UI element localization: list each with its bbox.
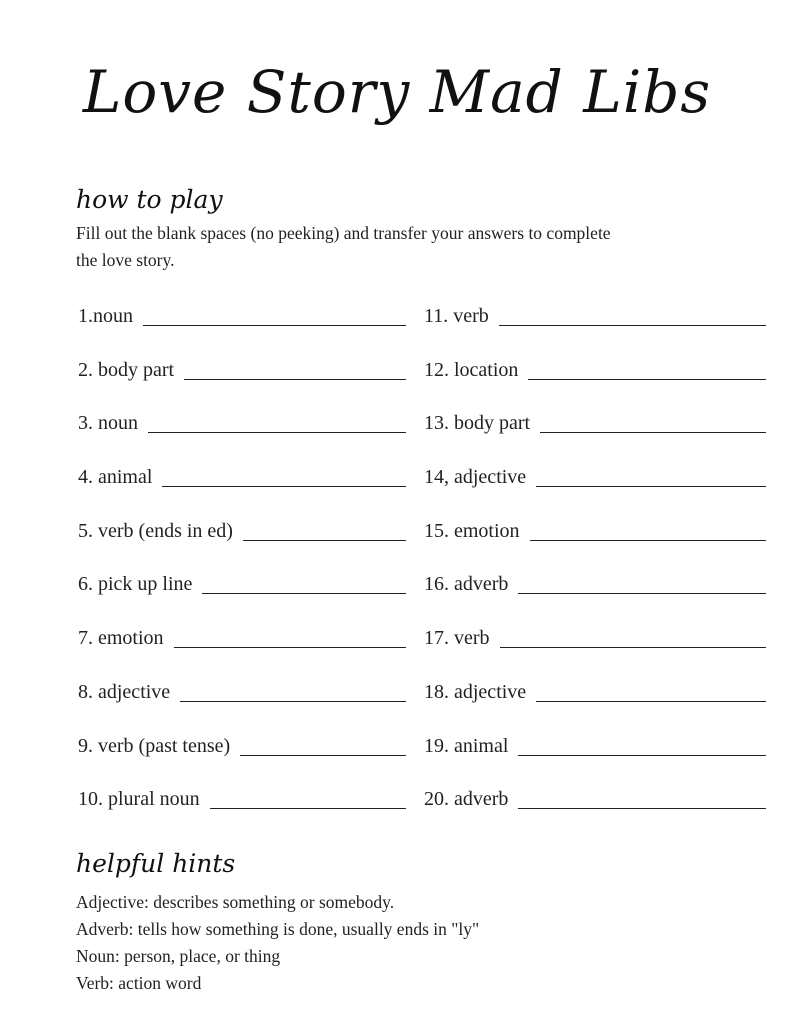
blank-line	[530, 540, 766, 541]
blank-label: 10. plural noun	[78, 788, 200, 811]
blank-item	[424, 298, 766, 328]
blank-label: 11. verb	[424, 305, 489, 327]
blank-line	[518, 755, 766, 756]
how-to-play-heading: how to play	[76, 185, 223, 214]
blank-label: 1.noun	[78, 305, 133, 327]
how-to-play-instructions: Fill out the blank spaces (no peeking) and transfer your answers to complete the love story.	[76, 223, 611, 270]
blank-line	[148, 432, 406, 433]
blank-item	[78, 620, 406, 650]
blank-label: 18. adjective	[424, 680, 527, 703]
blank-line	[243, 540, 406, 541]
blank-line	[536, 701, 766, 702]
blank-label: 12. location	[424, 358, 519, 381]
blank-item	[78, 298, 406, 328]
blank-item	[424, 513, 766, 543]
blank-line	[210, 808, 406, 809]
blank-line	[240, 755, 406, 756]
hint-item: Verb: action word	[76, 973, 202, 993]
blank-label: 15. emotion	[424, 519, 520, 542]
blank-item	[78, 513, 406, 543]
blank-line	[518, 593, 766, 594]
hint-item: Noun: person, place, or thing	[76, 946, 281, 966]
hint-item: Adverb: tells how something is done, usually ends in "ly"	[76, 919, 480, 939]
blank-label: 14, adjective	[424, 466, 527, 489]
blank-label: 8. adjective	[78, 680, 171, 703]
blank-item	[78, 459, 406, 489]
blank-item	[424, 620, 766, 650]
blank-label: 17. verb	[424, 627, 490, 650]
blank-line	[184, 379, 406, 380]
helpful-hints-heading: helpful hints	[76, 849, 236, 878]
blank-label: 16. adverb	[424, 573, 509, 596]
blank-label: 3. noun	[78, 412, 138, 435]
blank-label: 20. adverb	[424, 788, 509, 811]
blank-line	[162, 486, 406, 487]
blank-label: 5. verb (ends in ed)	[78, 519, 233, 542]
blank-item	[78, 566, 406, 596]
blank-label: 4. animal	[78, 466, 153, 489]
hint-item: Adjective: describes something or somebody.	[76, 892, 395, 912]
blank-item	[424, 781, 766, 811]
blank-line	[500, 647, 766, 648]
blank-line	[540, 432, 766, 433]
blank-item	[424, 459, 766, 489]
blank-line	[499, 325, 766, 326]
blank-line	[202, 593, 406, 594]
blank-item	[424, 566, 766, 596]
blank-item	[424, 728, 766, 758]
blank-item	[424, 405, 766, 435]
blank-item	[78, 781, 406, 811]
blank-line	[528, 379, 766, 380]
blank-label: 6. pick up line	[78, 573, 193, 596]
helpful-hints-list	[76, 889, 716, 997]
blank-item	[78, 352, 406, 382]
blank-list	[78, 296, 768, 833]
blank-item	[78, 674, 406, 704]
blank-label: 2. body part	[78, 358, 175, 381]
blank-label: 9. verb (past tense)	[78, 734, 231, 757]
blank-label: 19. animal	[424, 734, 509, 757]
blank-line	[143, 325, 406, 326]
blank-item	[78, 405, 406, 435]
blank-line	[180, 701, 406, 702]
page-title: Love Story Mad Libs	[82, 58, 712, 126]
blank-item	[78, 728, 406, 758]
blank-line	[536, 486, 766, 487]
blank-line	[518, 808, 766, 809]
blank-label: 7. emotion	[78, 627, 164, 650]
blank-line	[174, 647, 406, 648]
blank-label: 13. body part	[424, 412, 531, 435]
blank-item	[424, 352, 766, 382]
blank-item	[424, 674, 766, 704]
